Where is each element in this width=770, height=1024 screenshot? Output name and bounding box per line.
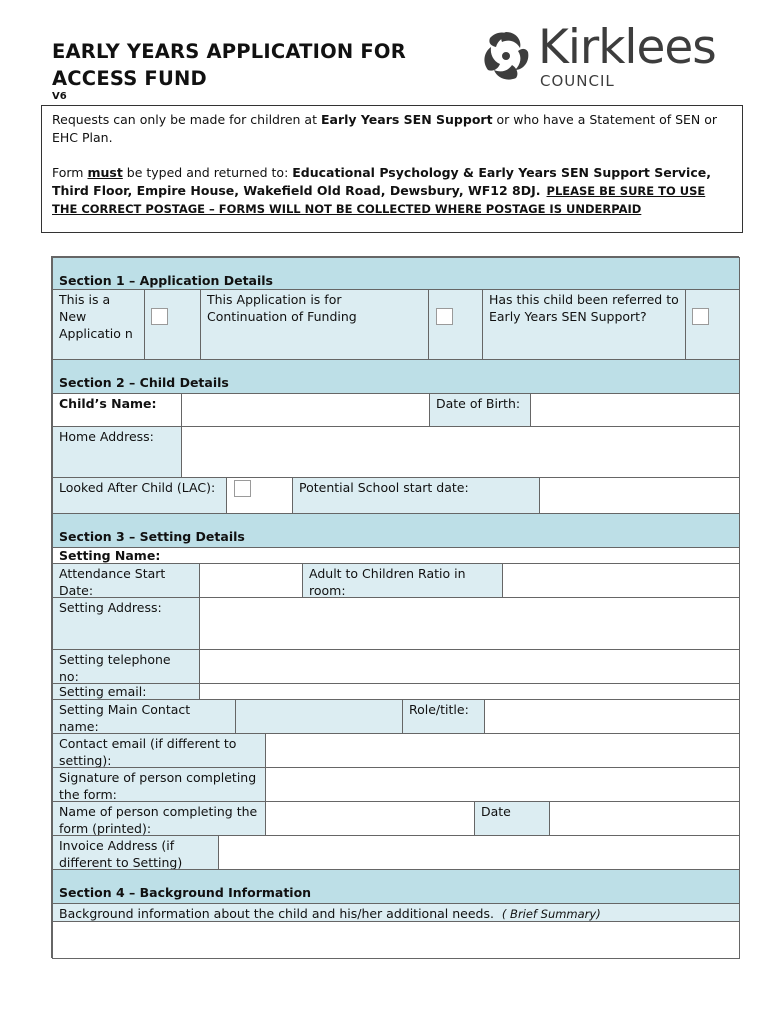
- section2-header: Section 2 – Child Details: [52, 359, 740, 394]
- lac-checkbox[interactable]: [234, 480, 251, 497]
- date-label: Date: [474, 801, 550, 836]
- dob-field[interactable]: [530, 393, 740, 427]
- version-label: V6: [52, 91, 67, 102]
- name-printed-label: Name of person completing the form (printed):: [52, 801, 266, 836]
- background-field[interactable]: [52, 921, 740, 959]
- ratio-field[interactable]: [502, 563, 740, 598]
- date-field[interactable]: [549, 801, 740, 836]
- referred-label: Has this child been referred to Early Years SEN Support?: [482, 289, 686, 360]
- school-start-field[interactable]: [539, 477, 740, 514]
- main-contact-field[interactable]: [235, 699, 403, 734]
- kirklees-council-logo: [476, 20, 721, 96]
- lac-cell: [226, 477, 293, 514]
- invoice-address-field[interactable]: [218, 835, 740, 870]
- brief-summary-note: ( Brief Summary): [501, 907, 601, 921]
- referred-cell: [685, 289, 740, 360]
- name-printed-field[interactable]: [265, 801, 475, 836]
- ratio-label: Adult to Children Ratio in room:: [302, 563, 503, 598]
- home-address-label: Home Address:: [52, 426, 182, 478]
- attendance-start-label: Attendance Start Date:: [52, 563, 200, 598]
- page-title: [52, 38, 452, 92]
- new-application-label: This is a New Applicatio n: [52, 289, 145, 360]
- email-field[interactable]: [199, 683, 740, 700]
- child-name-label: Child’s Name:: [52, 393, 182, 427]
- continuation-cell: [428, 289, 483, 360]
- application-form: [51, 256, 739, 958]
- eligibility-text: Requests can only be made for children at Early Years SEN Support or who have a Statement of SEN or EHC Plan.: [52, 112, 718, 145]
- invoice-address-label: Invoice Address (if different to Setting): [52, 835, 219, 870]
- logo-subtitle: COUNCIL: [540, 72, 615, 90]
- continuation-label: This Application is for Continuation of Funding: [200, 289, 429, 360]
- contact-email-label: Contact email (if different to setting):: [52, 733, 266, 768]
- return-instructions: Form must be typed and returned to: Educational Psychology & Early Years SEN Support Service, Third Floor, Empire House, Wakefield Old Road, Dewsbury, WF12 8DJ. PLEASE BE SURE TO USE THE CORRECT POSTAGE – FORMS WILL NOT BE COLLECTED WHERE POSTAGE IS UNDERPAID: [52, 165, 711, 216]
- contact-email-field[interactable]: [265, 733, 740, 768]
- school-start-label: Potential School start date:: [292, 477, 540, 514]
- postage-warning: PLEASE BE SURE TO USE THE CORRECT POSTAGE – FORMS WILL NOT BE COLLECTED WHERE POSTAGE IS UNDERPAID: [52, 184, 706, 216]
- role-field[interactable]: [484, 699, 740, 734]
- section3-header: Section 3 – Setting Details: [52, 513, 740, 548]
- role-label: Role/title:: [402, 699, 485, 734]
- main-contact-label: Setting Main Contact name:: [52, 699, 236, 734]
- title-line-1: EARLY YEARS APPLICATION FOR: [52, 40, 406, 63]
- section1-header: Section 1 – Application Details: [52, 257, 740, 290]
- new-application-checkbox[interactable]: [151, 308, 168, 325]
- logo-wordmark: Kirklees: [538, 20, 716, 75]
- child-name-field[interactable]: [181, 393, 430, 427]
- setting-address-label: Setting Address:: [52, 597, 200, 650]
- background-label: Background information about the child and his/her additional needs. ( Brief Summary): [52, 903, 740, 922]
- continuation-checkbox[interactable]: [436, 308, 453, 325]
- new-application-cell: [144, 289, 201, 360]
- referred-checkbox[interactable]: [692, 308, 709, 325]
- swirl-logo-icon: [476, 26, 536, 86]
- return-address: Educational Psychology & Early Years SEN Support Service, Third Floor, Empire House, Wakefield Old Road, Dewsbury, WF12 8DJ.: [52, 165, 711, 198]
- setting-name-label: Setting Name:: [52, 547, 740, 564]
- home-address-field[interactable]: [181, 426, 740, 478]
- telephone-field[interactable]: [199, 649, 740, 684]
- setting-address-field[interactable]: [199, 597, 740, 650]
- attendance-start-field[interactable]: [199, 563, 303, 598]
- signature-field[interactable]: [265, 767, 740, 802]
- title-line-2: ACCESS FUND: [52, 67, 207, 90]
- signature-label: Signature of person completing the form:: [52, 767, 266, 802]
- lac-label: Looked After Child (LAC):: [52, 477, 227, 514]
- email-label: Setting email:: [52, 683, 200, 700]
- section4-header: Section 4 – Background Information: [52, 869, 740, 904]
- telephone-label: Setting telephone no:: [52, 649, 200, 684]
- dob-label: Date of Birth:: [429, 393, 531, 427]
- instructions-box: [41, 105, 743, 233]
